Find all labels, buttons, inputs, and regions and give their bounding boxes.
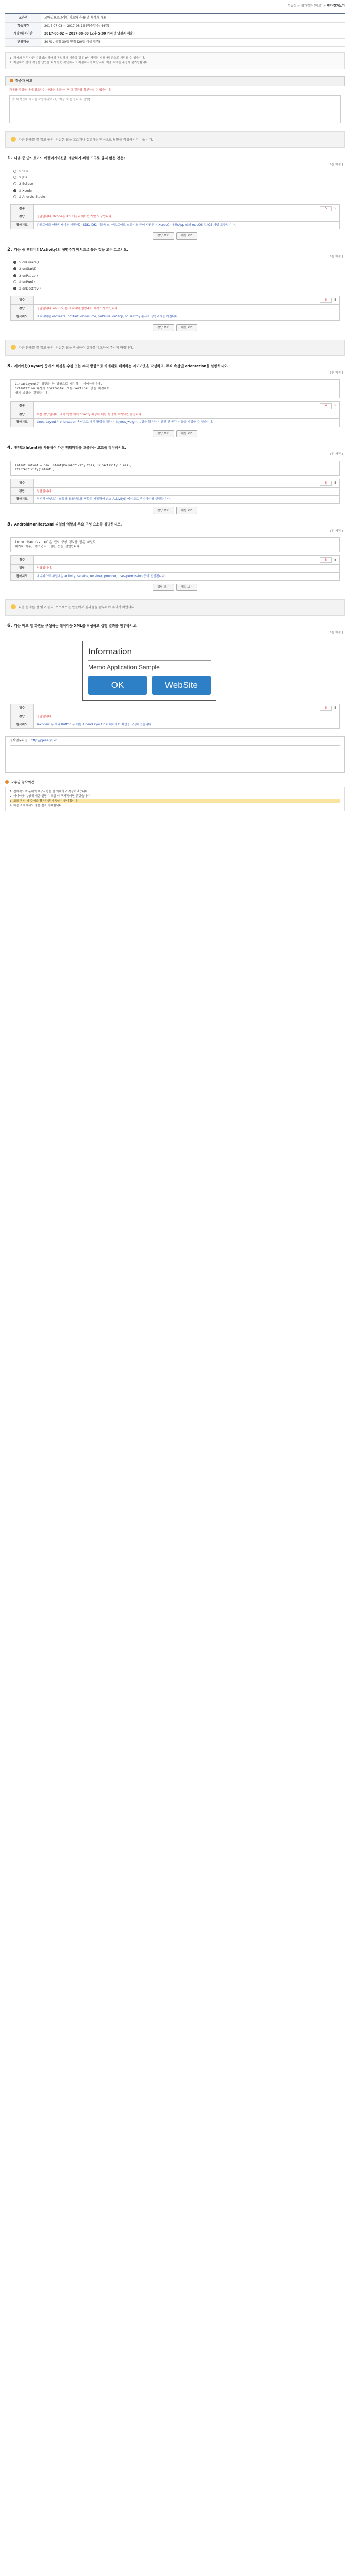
feedback-label: 첨삭지도 [11, 496, 34, 503]
figure-title: Information [88, 647, 132, 657]
button-row [5, 430, 345, 437]
option-label: ② onStart() [19, 267, 37, 272]
option-label: ① SDK [19, 169, 29, 173]
score-value: 5 [320, 706, 332, 711]
part-banner-text: 다음 문제를 잘 읽고 풀되, 적절한 답을 고르거나 설명하는 방식으로 답안을 작성하시기 바랍니다. [19, 138, 153, 142]
question-title [5, 247, 345, 253]
final-note-line: 3. 코드 작성 시 주석을 활용하면 가독성이 좋아집니다. [10, 799, 340, 803]
question-title [5, 623, 345, 630]
feedback-text: 매니페스트 파일에는 activity, service, receiver, provider, uses-permission 등이 선언됩니다. [34, 572, 340, 580]
feedback-label: 첨삭지도 [11, 721, 34, 728]
breadcrumb-current: 평가결과보기 [327, 4, 345, 8]
memo-section-title: 학습자 메모 [15, 78, 33, 83]
question-points: [ 5점 배점 ] [327, 631, 343, 635]
question-points: [ 5점 배점 ] [327, 529, 343, 533]
score-max: 5 [334, 481, 336, 485]
attachment-box [10, 745, 340, 768]
score-label: 점수 [11, 296, 34, 304]
memo-app-figure [82, 641, 216, 701]
question-title [5, 155, 345, 162]
question-block [5, 521, 345, 591]
view-answer-button[interactable]: 정답 보기 [153, 324, 174, 331]
notice-box [5, 52, 345, 69]
bullet-icon [10, 79, 13, 82]
figure-subtitle: Memo Application Sample [88, 663, 160, 671]
check-icon [11, 137, 16, 142]
question-text: 인텐트(Intent)를 사용하여 다른 액티비티를 호출하는 코드를 작성하시오. [14, 445, 126, 450]
option-label: ③ Eclipse [19, 182, 34, 186]
checkbox-icon [13, 280, 16, 283]
feedback-label: 첨삭지도 [11, 313, 34, 320]
answer-text: 부분 정답입니다. 배치 방향 외에 gravity 속성에 대한 설명이 추가되면 좋습니다. [34, 411, 340, 418]
option-checkbox[interactable] [5, 286, 345, 293]
question-number: 5. [7, 521, 12, 527]
score-label: 점수 [11, 402, 34, 411]
notice-line: 2. 제출하기 전에 작성한 답안을 다시 한번 확인하시고 제출하시기 바랍니다. 제출 후에는 수정이 불가능합니다. [10, 61, 149, 64]
score-row [37, 706, 336, 711]
answer-label: 정답 [11, 411, 34, 418]
final-notes-header [5, 780, 345, 785]
check-icon [11, 345, 16, 350]
option-label: ⑤ onDestroy() [19, 287, 41, 291]
option-radio[interactable] [5, 168, 345, 175]
bullet-icon [5, 780, 9, 784]
option-radio[interactable] [5, 194, 345, 201]
score-value: 5 [320, 481, 332, 486]
attachment-link[interactable]: http://pjeee.yj.kr [30, 739, 57, 743]
option-label: ③ onPause() [19, 274, 38, 278]
notice-line: 1. 과제의 경우 다른 수강생의 과제와 동일하게 제출할 경우 0점 처리되며 모사답안으로 처리될 수 있습니다. [10, 56, 145, 60]
explanation-button[interactable]: 해설 보기 [176, 324, 197, 331]
answer-label: 정답 [11, 213, 34, 221]
question-block [5, 247, 345, 331]
explanation-button[interactable]: 해설 보기 [176, 584, 197, 591]
final-note-line: 2. 레이아웃 속성에 대한 설명이 조금 더 구체적이면 좋겠습니다. [10, 795, 91, 799]
info-key: 반영비율 [5, 39, 41, 47]
score-row [37, 557, 336, 563]
memo-section-header [5, 76, 345, 86]
score-value: 5 [320, 298, 332, 303]
page [0, 0, 350, 832]
option-checkbox[interactable] [5, 260, 345, 266]
info-value: 2017-08-02 ~ 2017-08-09 (오후 5:00 까지 응답결과 제출) [41, 30, 345, 39]
figure-website-button: WebSite [152, 676, 211, 695]
option-checkbox[interactable] [5, 279, 345, 286]
checkbox-checked-icon [13, 274, 16, 277]
answer-text: 정답입니다. onRun()은 액티비티 생명주기 메서드가 아닙니다. [34, 305, 340, 313]
view-answer-button[interactable]: 정답 보기 [153, 507, 174, 514]
radio-selected-icon [13, 189, 16, 192]
explanation-button[interactable]: 해설 보기 [176, 507, 197, 514]
info-row [5, 22, 345, 30]
info-row [5, 30, 345, 39]
option-radio[interactable] [5, 181, 345, 188]
button-row [5, 507, 345, 514]
score-max: 5 [334, 404, 336, 408]
check-icon [11, 604, 16, 609]
info-row [5, 14, 345, 22]
question-text: 레이아웃(Layout) 중에서 위젯을 수평 또는 수직 방향으로 차례대로 배치하는 레이아웃을 작성하고, 주요 속성인 orientation을 설명하시오. [14, 364, 229, 369]
question-points: [ 5점 배점 ] [327, 255, 343, 259]
part-banner [5, 131, 345, 148]
feedback-label: 첨삭지도 [11, 221, 34, 229]
question-block [5, 623, 345, 729]
option-radio[interactable] [5, 188, 345, 195]
result-table [10, 204, 340, 229]
question-number: 1. [7, 156, 12, 161]
score-value: 5 [320, 206, 332, 211]
question-title [5, 445, 345, 451]
question-text: 다음 중 안드로이드 애플리케이션을 개발하기 위한 도구로 옳지 않은 것은? [14, 156, 126, 161]
breadcrumb-prefix: 학습성 > 평가결과 [학교] > [287, 4, 327, 8]
figure-ok-button: OK [88, 676, 147, 695]
score-label: 점수 [11, 555, 34, 564]
result-table [10, 555, 340, 581]
figure-divider [88, 660, 211, 661]
question-points: [ 5점 배점 ] [327, 452, 343, 456]
option-label: ④ Xcode [19, 189, 32, 193]
score-row [37, 298, 336, 303]
checkbox-checked-icon [13, 261, 16, 264]
button-row [5, 232, 345, 240]
radio-icon [13, 195, 16, 198]
feedback-text: TextView 두 개와 Button 두 개를 LinearLayout으로 배치하여 화면을 구성하였습니다. [34, 721, 340, 728]
result-table [10, 479, 340, 504]
feedback-label: 첨삭지도 [11, 572, 34, 580]
submitted-answer: AndroidManifest.xml은 앱의 구성 정보를 담은 파일로 패키지 이름, 컴포넌트, 권한 등을 선언합니다. [10, 537, 340, 552]
feedback-text: 안드로이드 애플리케이션 개발에는 SDK, JDK, 이클립스, 안드로이드 스튜디오 등이 사용되며 Xcode는 애플(Apple)의 macOS 및 iOS 개발 도구입니다. [34, 221, 340, 229]
option-radio[interactable] [5, 175, 345, 181]
question-block [5, 363, 345, 437]
figure-button-row [88, 676, 211, 695]
question-number: 4. [7, 445, 12, 450]
radio-icon [13, 176, 16, 179]
option-label: ② JDK [19, 176, 28, 180]
question-points: [ 5점 배점 ] [327, 163, 343, 167]
question-block [5, 445, 345, 514]
part-banner [5, 340, 345, 356]
question-block [5, 155, 345, 240]
score-max: 5 [334, 706, 336, 710]
attachment-section: 첨삭첨부파일 : http://pjeee.yj.kr [5, 736, 345, 773]
checkbox-checked-icon [13, 267, 16, 270]
info-value: 모바일프로그래밍 기초와 응용(앱 제작과 배포) [41, 14, 345, 22]
button-row [5, 324, 345, 331]
attachment-title: 첨삭첨부파일 [10, 739, 28, 743]
info-key: 제출/채점기간 [5, 30, 41, 39]
score-label: 점수 [11, 479, 34, 487]
option-label: ① onCreate() [19, 261, 39, 265]
radio-icon [13, 182, 16, 185]
part-banner [5, 599, 345, 616]
submitted-answer: LinearLayout은 위젯을 한 방향으로 배치하는 레이아웃이며, orientation 속성에 horizontal 또는 vertical 값을 지정하여 배치 방향을 결정합니다. [10, 379, 340, 398]
result-table [10, 704, 340, 729]
final-note-line: 4. 다음 과제에서도 좋은 결과 기대합니다. [10, 804, 63, 808]
view-answer-button[interactable]: 정답 보기 [153, 584, 174, 591]
info-key: 학습기간 [5, 22, 41, 30]
question-number: 2. [7, 247, 12, 253]
score-max: 5 [334, 558, 336, 562]
submitted-code: Intent intent = new Intent(MainActivity.this, SubActivity.class); startActivity(intent); [10, 461, 340, 476]
explanation-button[interactable]: 해설 보기 [176, 430, 197, 437]
part-banner-text: 다음 문제를 잘 읽고 풀되, 프로젝트를 만들어서 결과물을 첨부하여 주시기 바랍니다. [19, 606, 136, 610]
question-number: 6. [7, 623, 12, 629]
answer-label: 정답 [11, 565, 34, 572]
option-checkbox[interactable] [5, 266, 345, 273]
explanation-button[interactable]: 해설 보기 [176, 232, 197, 240]
question-points: [ 5점 배점 ] [327, 371, 343, 375]
final-notes-title: 교수님 첨삭의견 [11, 779, 35, 784]
score-value: 5 [320, 557, 332, 563]
memo-section-sub: 과제를 작성할 때에 참고하는 사항을 메모하시면 그 결과를 확인하실 수 있습니다. [9, 89, 111, 92]
checkbox-checked-icon [13, 287, 16, 290]
result-table [10, 401, 340, 427]
radio-icon [13, 170, 16, 173]
view-answer-button[interactable]: 정답 보기 [153, 430, 174, 437]
option-checkbox[interactable] [5, 273, 345, 280]
question-text: 다음 메모 앱 화면을 구성하는 레이아웃 XML을 작성하고 실행 결과를 첨부하시오. [14, 624, 138, 629]
score-row [37, 206, 336, 211]
question-text: AndroidManifest.xml 파일의 역할과 주요 구성 요소를 설명하시오. [14, 522, 122, 527]
answer-label: 정답 [11, 305, 34, 313]
feedback-text: 액티비티는 onCreate, onStart, onResume, onPause, onStop, onDestroy 순서로 생명주기를 가집니다. [34, 313, 340, 320]
feedback-label: 첨삭지도 [11, 419, 34, 427]
score-max: 5 [334, 207, 336, 210]
info-row [5, 39, 345, 47]
answer-text: 정답입니다. Xcode는 iOS 애플리케이션 개발 도구입니다. [34, 213, 340, 221]
button-row [5, 584, 345, 591]
result-table [10, 296, 340, 321]
question-title [5, 363, 345, 370]
score-value: 4 [320, 403, 332, 409]
score-row [37, 403, 336, 409]
final-note-line: 1. 전체적으로 문제의 요구사항을 잘 이해하고 작성하였습니다. [10, 790, 89, 794]
score-max: 5 [334, 298, 336, 302]
course-info-table [5, 13, 345, 47]
answer-label: 정답 [11, 713, 34, 721]
feedback-text: LinearLayout은 orientation 속성으로 배치 방향을 정하며, layout_weight 속성을 활용하여 위젯 간 공간 비율을 지정할 수 있습니다. [34, 419, 340, 427]
view-answer-button[interactable]: 정답 보기 [153, 232, 174, 240]
answer-text: 정답입니다. [34, 565, 340, 572]
option-label: ⑤ Android Studio [19, 195, 45, 199]
answer-label: 정답 [11, 488, 34, 496]
question-text: 다음 중 액티비티(Activity)의 생명주기 메서드로 옳은 것을 모두 고르시오. [14, 248, 128, 252]
info-value: 2017-07-03 ~ 2017-08-15 (학습일수: 44일) [41, 22, 345, 30]
info-value: 30 % / 총점 30점 만점 (20점 이상 합격) [41, 39, 345, 47]
score-row [37, 481, 336, 486]
part-banner-text: 다음 문제를 잘 읽고 풀되, 적절한 답을 작성하여 결과를 비교하여 주시기 바랍니다. [19, 346, 134, 350]
info-key: 교과명 [5, 14, 41, 22]
answer-text: 정답입니다. [34, 713, 340, 721]
memo-textarea[interactable]: [아래 학습자 메모를 작성하세요 - 단 '저장' 버튼 클릭 후 반영] [9, 95, 341, 123]
question-number: 3. [7, 364, 12, 369]
score-label: 점수 [11, 204, 34, 213]
score-label: 점수 [11, 704, 34, 713]
feedback-text: 명시적 인텐트는 호출할 컴포넌트를 명확히 지정하며 startActivity() 메서드로 액티비티를 실행합니다. [34, 496, 340, 503]
answer-text: 정답입니다. [34, 488, 340, 496]
final-notes-list [5, 787, 345, 811]
breadcrumb [5, 4, 345, 10]
option-label: ④ onRun() [19, 280, 35, 284]
question-title [5, 521, 345, 528]
